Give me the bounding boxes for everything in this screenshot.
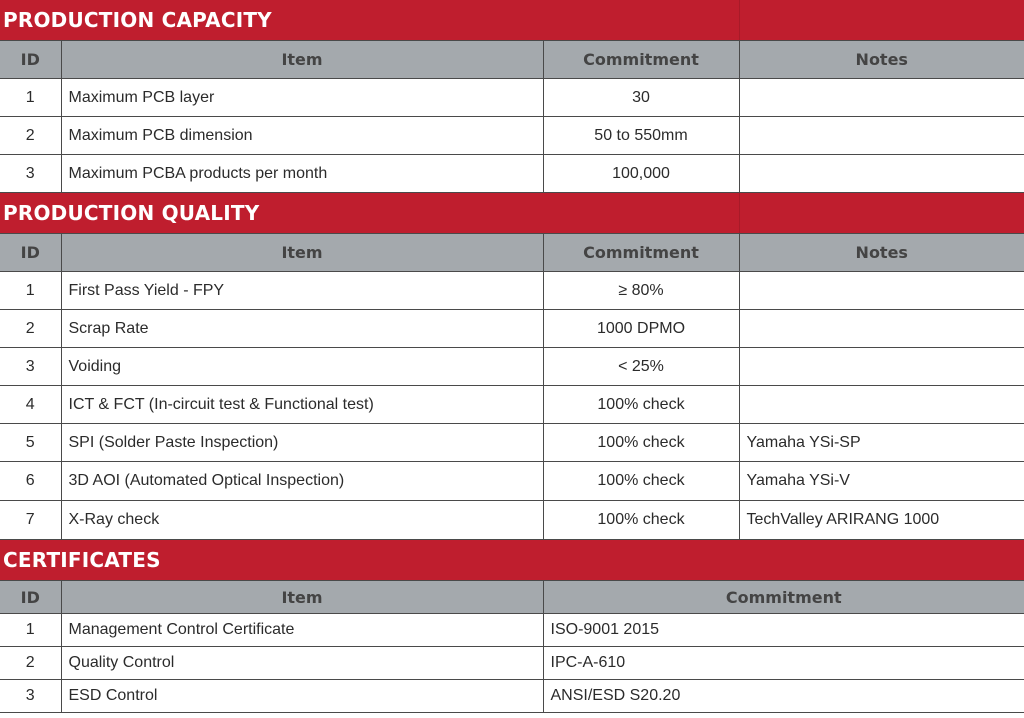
- table-header-row: [0, 41, 1024, 79]
- table-header-row: [0, 234, 1024, 272]
- table-row: [0, 155, 1024, 193]
- cell-commitment: 100% check: [543, 424, 739, 462]
- cell-item: Quality Control: [61, 647, 543, 680]
- cell-id: 2: [0, 647, 61, 680]
- cell-item: Maximum PCB dimension: [61, 117, 543, 155]
- cell-notes: [739, 386, 1024, 424]
- table-row: [0, 501, 1024, 540]
- header-commitment: Commitment: [543, 41, 739, 79]
- cell-commitment: ISO-9001 2015: [543, 614, 1024, 647]
- table-row: [0, 117, 1024, 155]
- cell-item: First Pass Yield - FPY: [61, 272, 543, 310]
- production-quality-table: [0, 233, 1024, 540]
- section-title-production-quality: [0, 193, 1024, 233]
- table-row: [0, 647, 1024, 680]
- section-title-text: CERTIFICATES: [3, 548, 161, 572]
- cell-notes: [739, 310, 1024, 348]
- production-capacity-table: [0, 40, 1024, 193]
- cell-notes: [739, 272, 1024, 310]
- cell-id: 1: [0, 272, 61, 310]
- certificates-table: [0, 580, 1024, 713]
- cell-notes: [739, 155, 1024, 193]
- cell-notes: Yamaha YSi-SP: [739, 424, 1024, 462]
- header-commitment: Commitment: [543, 581, 1024, 614]
- cell-item: Maximum PCBA products per month: [61, 155, 543, 193]
- cell-commitment: 100% check: [543, 501, 739, 540]
- cell-id: 2: [0, 310, 61, 348]
- cell-notes: Yamaha YSi-V: [739, 462, 1024, 501]
- section-title-certificates: [0, 540, 1024, 580]
- table-row: [0, 348, 1024, 386]
- cell-item: Maximum PCB layer: [61, 79, 543, 117]
- table-row: [0, 272, 1024, 310]
- cell-commitment: ANSI/ESD S20.20: [543, 680, 1024, 713]
- header-id: ID: [0, 234, 61, 272]
- cell-id: 3: [0, 680, 61, 713]
- cell-commitment: ≥ 80%: [543, 272, 739, 310]
- cell-id: 7: [0, 501, 61, 540]
- cell-id: 1: [0, 79, 61, 117]
- cell-id: 3: [0, 348, 61, 386]
- cell-commitment: IPC-A-610: [543, 647, 1024, 680]
- section-title-text: PRODUCTION CAPACITY: [3, 8, 272, 32]
- cell-item: 3D AOI (Automated Optical Inspection): [61, 462, 543, 501]
- cell-id: 1: [0, 614, 61, 647]
- cell-id: 5: [0, 424, 61, 462]
- cell-item: X-Ray check: [61, 501, 543, 540]
- header-item: Item: [61, 41, 543, 79]
- cell-item: Management Control Certificate: [61, 614, 543, 647]
- table-row: [0, 310, 1024, 348]
- header-item: Item: [61, 581, 543, 614]
- table-row: [0, 462, 1024, 501]
- header-notes: Notes: [739, 41, 1024, 79]
- cell-id: 2: [0, 117, 61, 155]
- header-commitment: Commitment: [543, 234, 739, 272]
- cell-commitment: 100% check: [543, 462, 739, 501]
- cell-commitment: 30: [543, 79, 739, 117]
- cell-commitment: 100% check: [543, 386, 739, 424]
- section-title-text: PRODUCTION QUALITY: [3, 201, 260, 225]
- cell-item: ESD Control: [61, 680, 543, 713]
- cell-id: 4: [0, 386, 61, 424]
- header-id: ID: [0, 581, 61, 614]
- cell-notes: TechValley ARIRANG 1000: [739, 501, 1024, 540]
- header-item: Item: [61, 234, 543, 272]
- cell-item: Scrap Rate: [61, 310, 543, 348]
- table-row: [0, 79, 1024, 117]
- cell-item: ICT & FCT (In-circuit test & Functional test): [61, 386, 543, 424]
- cell-commitment: 1000 DPMO: [543, 310, 739, 348]
- cell-commitment: 50 to 550mm: [543, 117, 739, 155]
- cell-commitment: < 25%: [543, 348, 739, 386]
- cell-commitment: 100,000: [543, 155, 739, 193]
- table-row: [0, 424, 1024, 462]
- cell-id: 3: [0, 155, 61, 193]
- cell-notes: [739, 79, 1024, 117]
- band-divider: [739, 193, 740, 233]
- cell-item: Voiding: [61, 348, 543, 386]
- header-notes: Notes: [739, 234, 1024, 272]
- cell-item: SPI (Solder Paste Inspection): [61, 424, 543, 462]
- table-header-row: [0, 581, 1024, 614]
- header-id: ID: [0, 41, 61, 79]
- table-row: [0, 386, 1024, 424]
- table-row: [0, 680, 1024, 713]
- table-row: [0, 614, 1024, 647]
- cell-id: 6: [0, 462, 61, 501]
- section-title-production-capacity: [0, 0, 1024, 40]
- cell-notes: [739, 348, 1024, 386]
- cell-notes: [739, 117, 1024, 155]
- band-divider: [739, 0, 740, 40]
